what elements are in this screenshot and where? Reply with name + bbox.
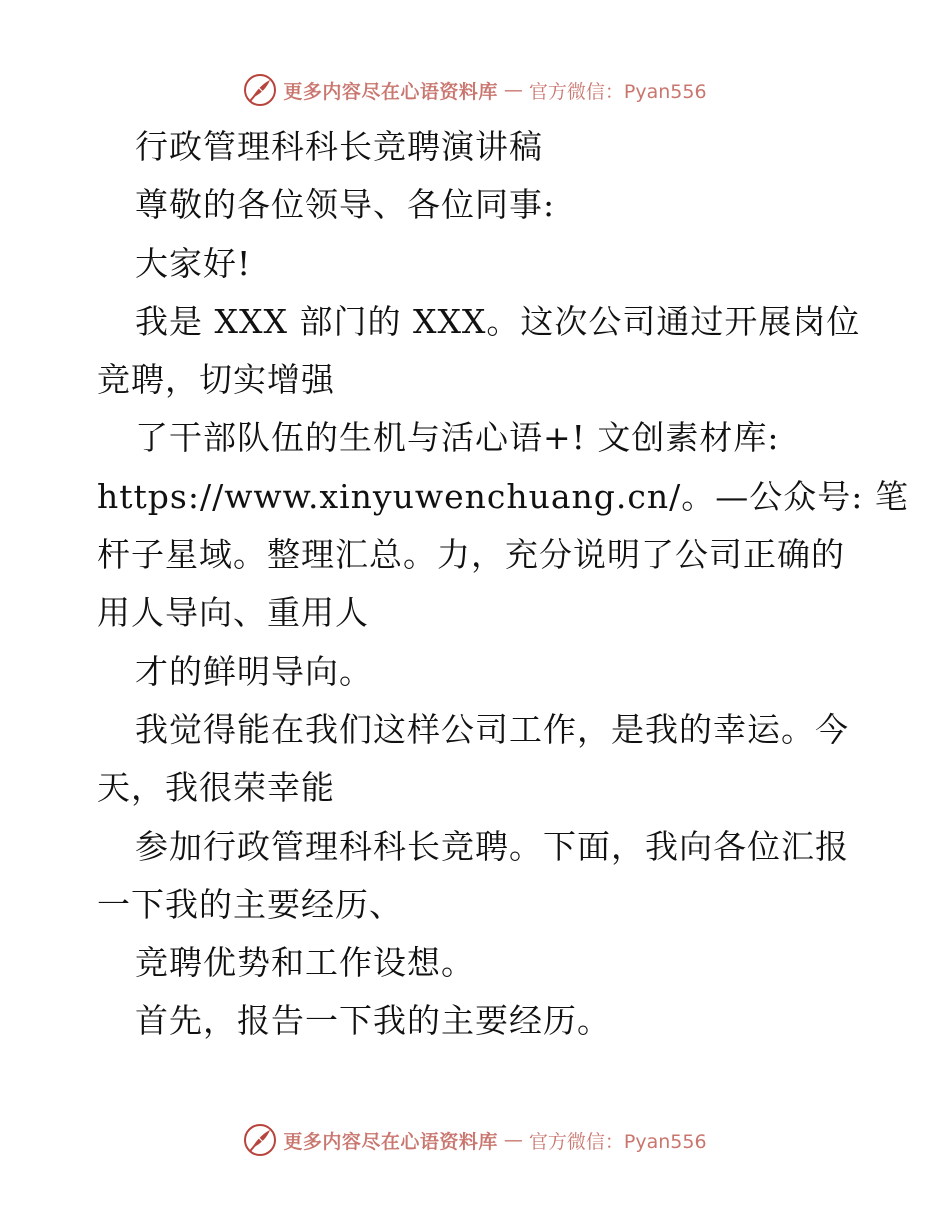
- text-line: 竞聘优势和工作设想。: [135, 943, 475, 983]
- footer-banner: [0, 1120, 950, 1160]
- text-line: 用人导向、重用人: [97, 593, 369, 633]
- text-line: 首先，报告一下我的主要经历。: [135, 1001, 611, 1041]
- text-line: 一下我的主要经历、: [97, 884, 403, 924]
- feather-pen-icon: [243, 73, 277, 107]
- footer-banner-inner: [243, 1123, 706, 1157]
- text-line: 尊敬的各位领导、各位同事:: [135, 185, 556, 225]
- banner-title: 更多内容尽在心语资料库: [283, 80, 498, 103]
- text-line: 我是 XXX 部门的 XXX。这次公司通过开展岗位: [135, 301, 861, 341]
- header-banner-inner: [243, 73, 706, 107]
- text-line-url: https://www.xinyuwenchuang.cn/。—公众号: 笔: [97, 476, 909, 516]
- text-line: 了干部队伍的生机与活心语+! 文创素材库:: [135, 418, 780, 458]
- banner-separator: —: [503, 79, 523, 101]
- feather-pen-icon: [243, 1123, 277, 1157]
- text-line: 才的鲜明导向。: [135, 651, 373, 691]
- header-banner: [0, 70, 950, 110]
- text-line: 参加行政管理科科长竞聘。下面，我向各位汇报: [135, 826, 849, 866]
- document-title: 行政管理科科长竞聘演讲稿: [135, 127, 543, 166]
- banner-wechat: 官方微信：Pyan556: [528, 1130, 707, 1153]
- text-line: 天，我很荣幸能: [97, 768, 335, 808]
- text-line: 杆子星域。整理汇总。力，充分说明了公司正确的: [97, 535, 845, 575]
- banner-wechat: 官方微信：Pyan556: [528, 80, 707, 103]
- text-line: 我觉得能在我们这样公司工作，是我的幸运。今: [135, 709, 849, 749]
- text-line: 竞聘，切实增强: [97, 360, 335, 400]
- text-line: 大家好!: [135, 243, 252, 283]
- banner-separator: —: [503, 1129, 523, 1151]
- banner-title: 更多内容尽在心语资料库: [283, 1130, 498, 1153]
- document-body: [97, 118, 909, 1051]
